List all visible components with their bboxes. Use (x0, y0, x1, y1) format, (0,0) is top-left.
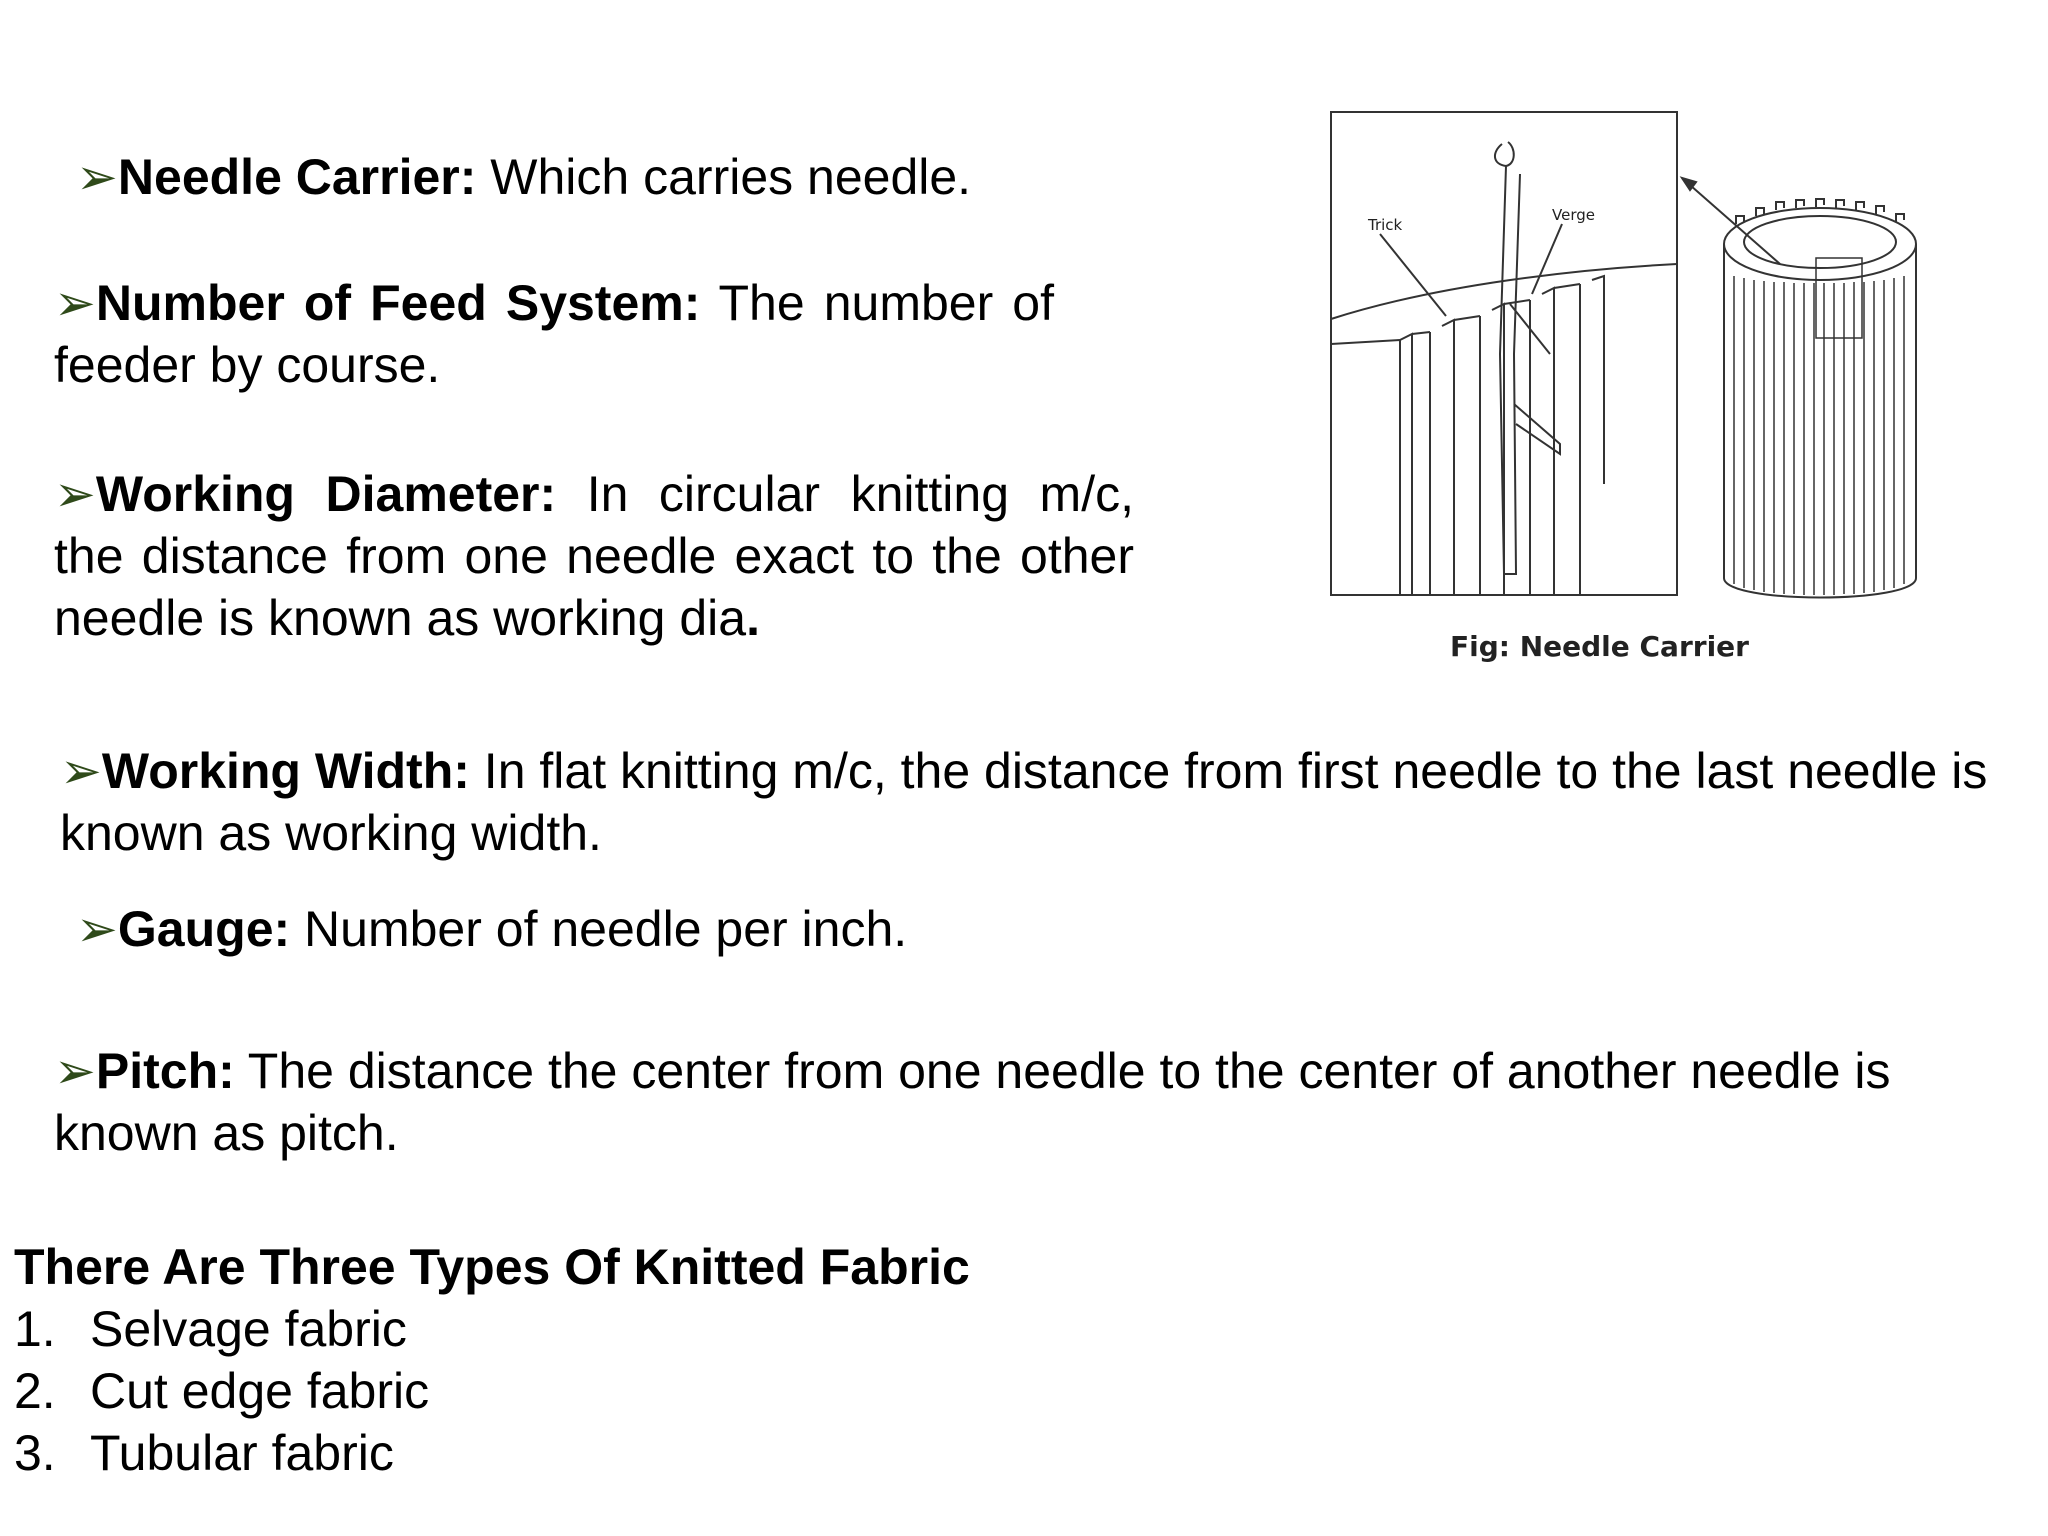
list-label: Cut edge fabric (90, 1363, 430, 1419)
zoom-arrow-line (1682, 178, 1780, 264)
fabric-types-list (14, 1298, 429, 1484)
bullet-arrow-icon: ➢ (54, 1043, 96, 1099)
list-item (14, 1298, 429, 1360)
trick-label: Trick (1368, 216, 1403, 234)
needle-hook (1495, 142, 1514, 166)
fabric-types-heading: There Are Three Types Of Knitted Fabric (14, 1239, 970, 1295)
pitch-definition (54, 1040, 1994, 1164)
list-item (14, 1360, 429, 1422)
bullet-arrow-icon: ➢ (60, 743, 102, 799)
verge-label: Verge (1552, 206, 1595, 224)
feed-system-definition (54, 272, 1054, 396)
bullet-arrow-icon: ➢ (76, 901, 118, 957)
definition-gauge: Number of needle per inch. (290, 901, 908, 957)
list-number: 1. (14, 1301, 56, 1357)
definition-needle-carrier: Which carries needle. (476, 149, 972, 205)
term-working-diameter: Working Diameter: (95, 466, 557, 522)
needle-carrier-diagram (1320, 104, 1940, 624)
needle-carrier-definition (76, 146, 971, 208)
definition-pitch: The distance the center from one needle to the center of another needle is known as pitch. (54, 1043, 1891, 1161)
needle-carrier-figure (1320, 104, 1940, 674)
term-feed-system: Number of Feed System: (95, 275, 701, 331)
knitting-cylinder (1724, 199, 1916, 598)
list-label: Tubular fabric (90, 1425, 394, 1481)
term-gauge: Gauge: (117, 901, 291, 957)
term-needle-carrier: Needle Carrier: (117, 149, 477, 205)
working-diameter-definition (54, 463, 1134, 649)
definition-end-period: . (746, 590, 760, 646)
gauge-definition (76, 898, 907, 960)
working-width-definition (60, 740, 2020, 864)
list-item (14, 1422, 429, 1484)
trick-pointer (1380, 234, 1446, 316)
cylinder-block (1331, 340, 1400, 595)
term-pitch: Pitch: (95, 1043, 235, 1099)
bullet-arrow-icon: ➢ (54, 466, 96, 522)
term-working-width: Working Width: (101, 743, 470, 799)
bullet-arrow-icon: ➢ (54, 275, 96, 331)
list-number: 2. (14, 1363, 56, 1419)
figure-caption: Fig: Needle Carrier (1450, 630, 1749, 663)
bullet-arrow-icon: ➢ (76, 149, 118, 205)
verge-pointer (1532, 224, 1562, 294)
list-number: 3. (14, 1425, 56, 1481)
list-label: Selvage fabric (90, 1301, 407, 1357)
definition-working-width: In flat knitting m/c, the distance from first needle to the last needle is known as working width. (60, 743, 1988, 861)
definition-feed-system: The number of feeder by course. (54, 275, 1054, 393)
definition-working-diameter: In circular knitting m/c, the distance from one needle exact to the other needle is known as working dia (54, 466, 1134, 646)
